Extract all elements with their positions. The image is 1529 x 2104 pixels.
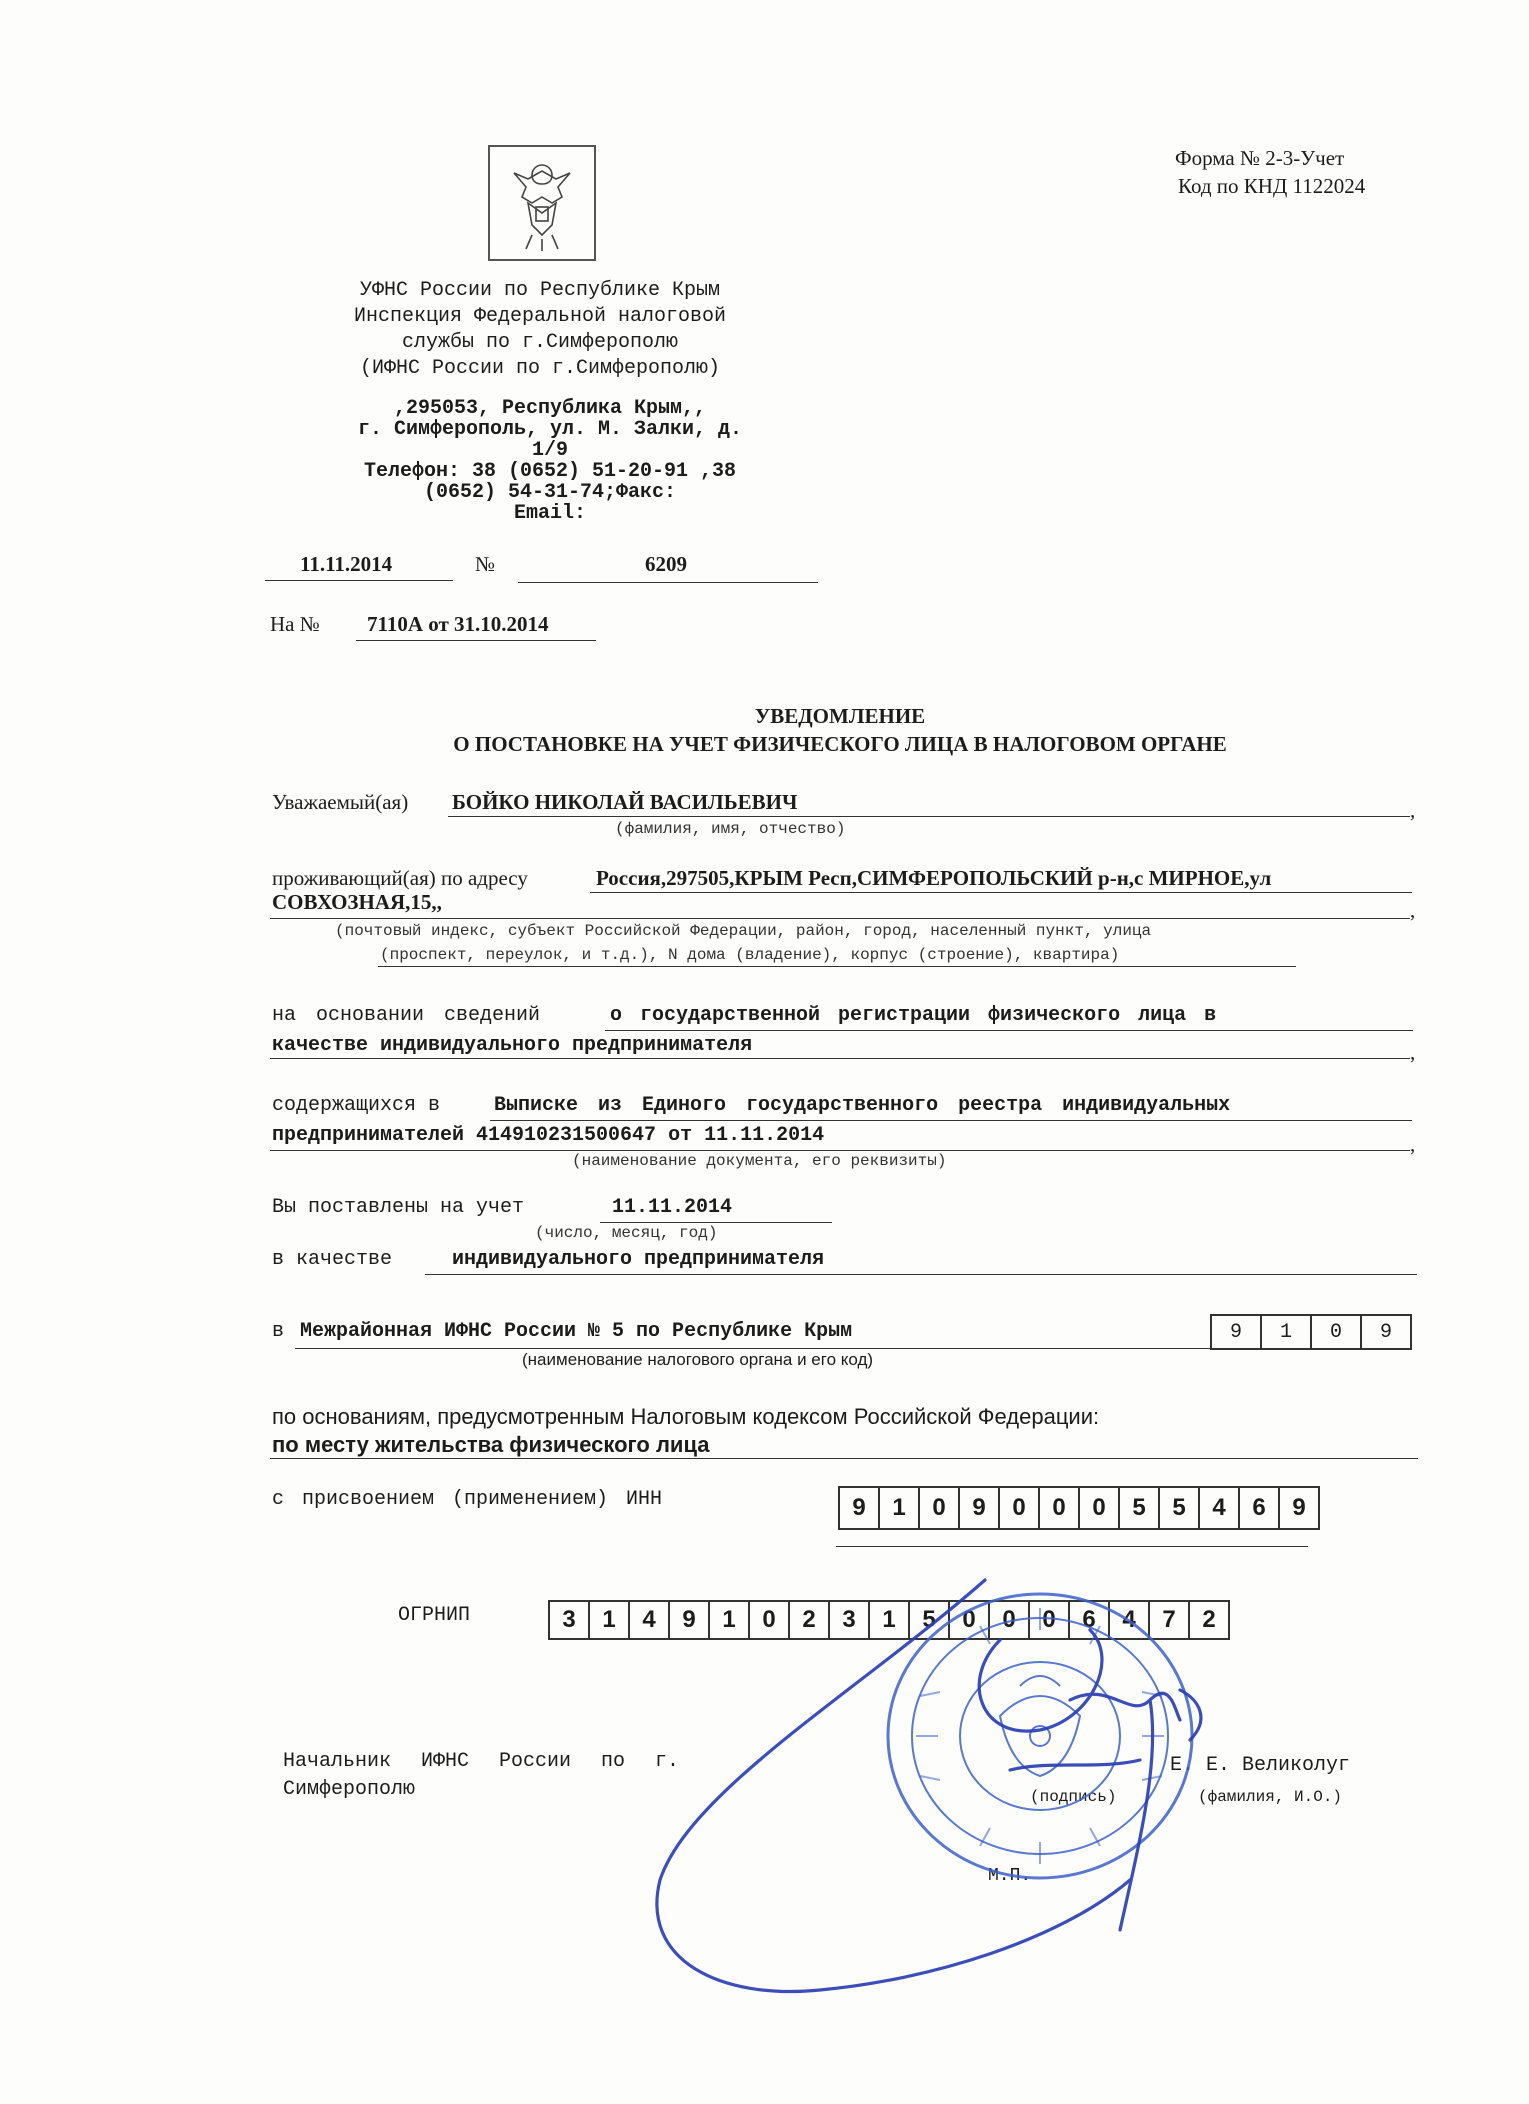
inn-digit: 9 xyxy=(960,1488,1000,1528)
form-number: Форма № 2-3-Учет xyxy=(1175,146,1345,170)
address-line-2: СОВХОЗНАЯ,15,, xyxy=(272,890,442,914)
authority-line: службы по г.Симферополю xyxy=(401,331,679,354)
basis-underline-1 xyxy=(605,1030,1413,1031)
grounds-label: по основаниям, предусмотренным Налоговым кодексом Российской Федерации: xyxy=(272,1404,1100,1429)
capacity-underline xyxy=(425,1274,1417,1275)
address-line: Телефон: 38 (0652) 51-20-91 ,38 xyxy=(363,460,737,483)
code-digit: 9 xyxy=(1212,1316,1262,1348)
outgoing-number-underline xyxy=(518,582,818,583)
ogrnip-label: ОГРНИП xyxy=(398,1604,471,1627)
document-title: УВЕДОМЛЕНИЕ xyxy=(754,704,926,728)
code-digit: 0 xyxy=(1312,1316,1362,1348)
signer-name-hint: (фамилия, И.О.) xyxy=(1198,1788,1343,1806)
tax-authority-label: в xyxy=(272,1320,285,1343)
reference-value: 7110А от 31.10.2014 xyxy=(367,612,549,636)
stamp-place-label: М.П. xyxy=(988,1866,1032,1886)
ogrnip-digit: 9 xyxy=(670,1602,710,1638)
inn-digit: 1 xyxy=(880,1488,920,1528)
ogrnip-digit: 4 xyxy=(630,1602,670,1638)
address-line: Email: xyxy=(513,502,586,525)
trailing-comma: , xyxy=(1410,1040,1416,1064)
tax-authority-underline xyxy=(295,1348,1210,1349)
trailing-comma: , xyxy=(1410,798,1416,822)
basis-underline-2 xyxy=(270,1058,1410,1059)
contained-label: содержащихся в xyxy=(272,1094,441,1117)
outgoing-date-underline xyxy=(265,580,453,581)
grounds-underline xyxy=(270,1458,1418,1459)
official-stamp xyxy=(880,1586,1200,1886)
registration-date-hint: (число, месяц, год) xyxy=(535,1224,718,1242)
authority-name-block xyxy=(270,278,810,382)
inn-digit: 4 xyxy=(1200,1488,1240,1528)
ogrnip-digit: 0 xyxy=(990,1602,1030,1638)
outgoing-number-label: № xyxy=(475,552,496,576)
ogrnip-digit: 2 xyxy=(1202,1606,1216,1633)
capacity-value: индивидуального предпринимателя xyxy=(452,1248,825,1271)
signature-hint: (подпись) xyxy=(1030,1788,1117,1806)
address-label: проживающий(ая) по адресу xyxy=(272,866,528,890)
basis-line-1: о государственной регистрации физического лица в xyxy=(610,1004,1217,1027)
ogrnip-digit: 6 xyxy=(1070,1602,1110,1638)
salutation: Уважаемый(ая) xyxy=(272,790,409,814)
inn-underline xyxy=(836,1546,1308,1547)
address-underline-2 xyxy=(270,918,1410,919)
inn-label: с присвоением (применением) ИНН xyxy=(272,1488,663,1511)
registration-date-underline xyxy=(600,1222,832,1223)
authority-line: (ИФНС России по г.Симферополю) xyxy=(359,357,721,380)
basis-doc-line-2: предпринимателей 414910231500647 от 11.11.2014 xyxy=(272,1124,825,1147)
ogrnip-digit: 3 xyxy=(550,1602,590,1638)
ogrnip-digit: 1 xyxy=(870,1602,910,1638)
address-underline-1 xyxy=(590,892,1412,893)
knd-code: Код по КНД 1122024 xyxy=(1178,174,1366,198)
basis-label: на основании сведений xyxy=(272,1004,541,1027)
registration-date: 11.11.2014 xyxy=(612,1196,733,1219)
ogrnip-digit: 0 xyxy=(1030,1602,1070,1638)
reference-underline xyxy=(356,640,596,641)
inn-digit: 0 xyxy=(1080,1488,1120,1528)
ogrnip-digit: 7 xyxy=(1150,1602,1190,1638)
basis-doc-hint: (наименование документа, его реквизиты) xyxy=(572,1152,947,1170)
signer-position-line-2: Симферополю xyxy=(283,1778,416,1801)
address-line: г. Симферополь, ул. М. Залки, д. xyxy=(357,418,743,441)
person-name-hint: (фамилия, имя, отчество) xyxy=(615,820,846,838)
ogrnip-digit: 1 xyxy=(590,1602,630,1638)
trailing-comma: , xyxy=(1410,1132,1416,1156)
tax-authority-name: Межрайонная ИФНС России № 5 по Республике Крым xyxy=(300,1320,853,1343)
inn-digit: 5 xyxy=(1120,1488,1160,1528)
person-name-underline xyxy=(448,816,1410,817)
inn-digit: 6 xyxy=(1240,1488,1280,1528)
ogrnip-digit: 0 xyxy=(750,1602,790,1638)
registered-label: Вы поставлены на учет xyxy=(272,1196,525,1219)
inn-boxes xyxy=(838,1486,1320,1530)
basis-line-2: качестве индивидуального предпринимателя xyxy=(272,1034,753,1057)
address-line: 1/9 xyxy=(531,439,568,462)
address-hint-underline xyxy=(378,966,1296,967)
signer-position-line-1: Начальник ИФНС России по г. xyxy=(283,1750,680,1773)
address-line: ,295053, Республика Крым,, xyxy=(393,397,707,420)
basis-doc-underline-1 xyxy=(490,1120,1412,1121)
basis-doc-line-1: Выписке из Единого государственного реестра индивидуальных xyxy=(494,1094,1231,1117)
trailing-comma: , xyxy=(1410,898,1416,922)
capacity-label: в качестве xyxy=(272,1248,393,1271)
tax-authority-hint: (наименование налогового органа и его код) xyxy=(522,1350,874,1369)
code-digit: 9 xyxy=(1379,1320,1392,1344)
ogrnip-digit: 1 xyxy=(710,1602,750,1638)
inn-digit: 0 xyxy=(1000,1488,1040,1528)
address-hint-1: (почтовый индекс, субъект Российской Федерации, район, город, населенный пункт, улица xyxy=(335,922,1152,940)
authority-line: Инспекция Федеральной налоговой xyxy=(353,305,727,328)
grounds-value: по месту жительства физического лица xyxy=(272,1432,710,1457)
ogrnip-digit: 5 xyxy=(910,1602,950,1638)
ogrnip-digit: 3 xyxy=(830,1602,870,1638)
authority-address-block xyxy=(280,398,820,524)
inn-digit: 9 xyxy=(1292,1494,1306,1521)
ogrnip-digit: 4 xyxy=(1110,1602,1150,1638)
basis-doc-underline-2 xyxy=(270,1150,1410,1151)
address-hint-2: (проспект, переулок, и т.д.), N дома (владение), корпус (строение), квартира) xyxy=(380,946,1120,964)
ogrnip-digit: 0 xyxy=(950,1602,990,1638)
signer-name: Е. Е. Великолуг xyxy=(1170,1754,1351,1777)
person-name: БОЙКО НИКОЛАЙ ВАСИЛЬЕВИЧ xyxy=(452,790,798,814)
outgoing-date: 11.11.2014 xyxy=(300,552,393,576)
document-subtitle: О ПОСТАНОВКЕ НА УЧЕТ ФИЗИЧЕСКОГО ЛИЦА В НАЛОГОВОМ ОРГАНЕ xyxy=(453,732,1227,756)
inn-digit: 0 xyxy=(920,1488,960,1528)
address-line: (0652) 54-31-74;Факс: xyxy=(423,481,677,504)
outgoing-number: 6209 xyxy=(645,552,687,576)
authority-line: УФНС России по Республике Крым xyxy=(359,279,721,302)
address-line-1: Россия,297505,КРЫМ Респ,СИМФЕРОПОЛЬСКИЙ р-н,с МИРНОЕ,ул xyxy=(596,866,1272,890)
tax-authority-code xyxy=(1210,1314,1412,1350)
coat-of-arms-emblem xyxy=(486,143,598,263)
inn-digit: 9 xyxy=(840,1488,880,1528)
ogrnip-digit: 2 xyxy=(790,1602,830,1638)
inn-digit: 5 xyxy=(1160,1488,1200,1528)
inn-digit: 0 xyxy=(1040,1488,1080,1528)
code-digit: 1 xyxy=(1262,1316,1312,1348)
reference-label: На № xyxy=(270,612,320,636)
